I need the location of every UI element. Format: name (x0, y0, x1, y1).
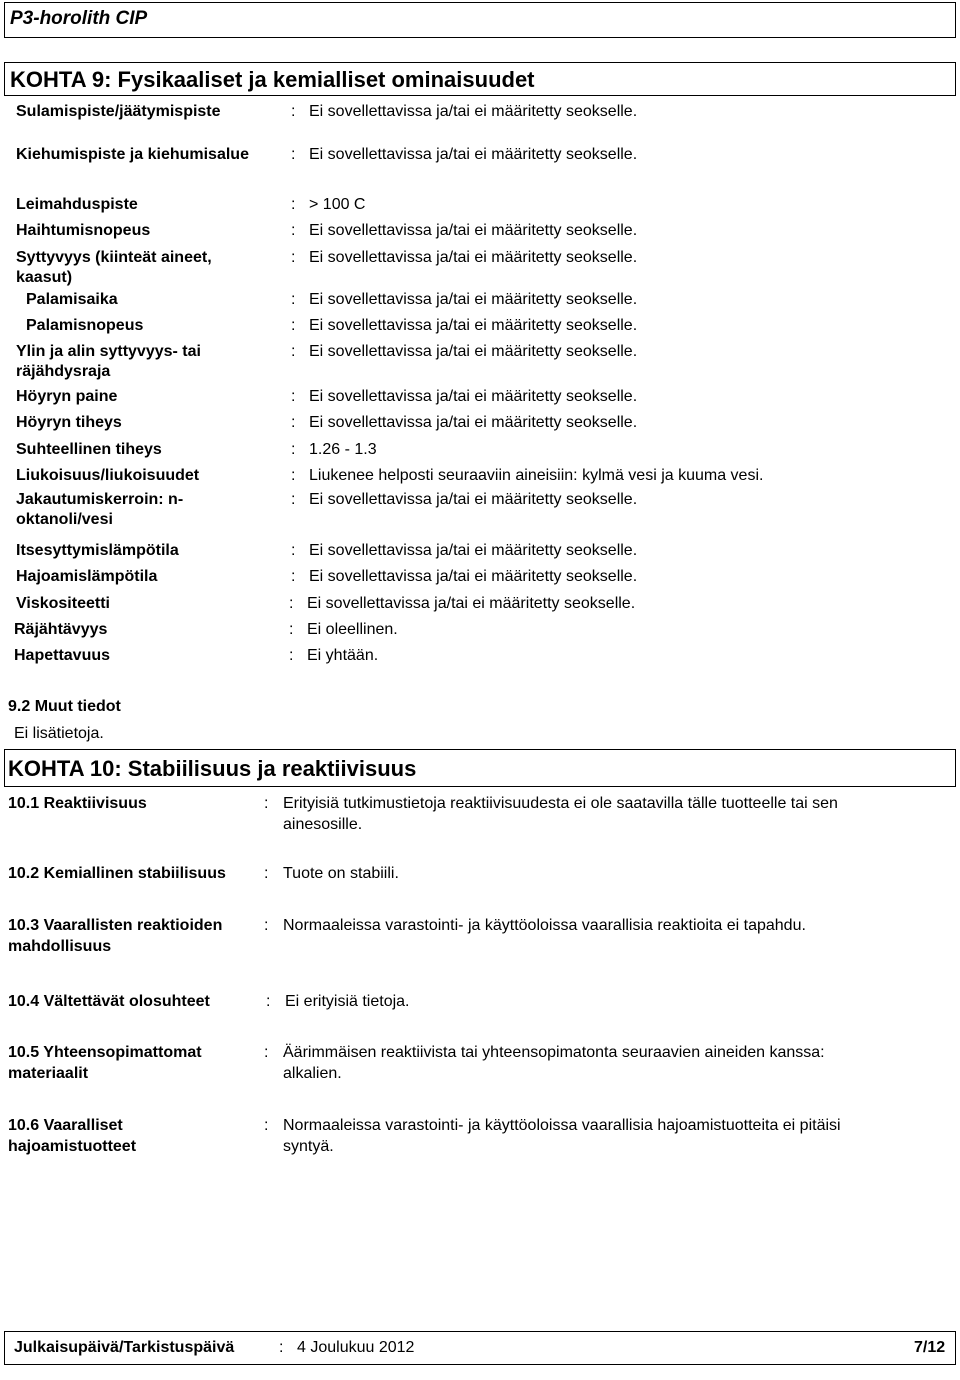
property-label: Suhteellinen tiheys (16, 441, 162, 458)
item-value-line2: ainesosille. (283, 816, 363, 833)
property-label: Viskositeetti (16, 595, 110, 612)
property-label: Leimahduspiste (16, 196, 138, 213)
document-title: P3-horolith CIP (10, 8, 148, 29)
item-label-line2: hajoamistuotteet (8, 1138, 137, 1155)
item-value-line2: syntyä. (283, 1138, 334, 1155)
property-sep: : (291, 343, 296, 360)
item-label: 10.4 Vältettävät olosuhteet (8, 993, 210, 1010)
property-sep: : (291, 222, 296, 239)
item-label: 10.3 Vaarallisten reaktioiden (8, 917, 223, 934)
property-value: Ei sovellettavissa ja/tai ei määritetty seokselle. (309, 103, 638, 120)
property-sep: : (289, 621, 294, 638)
item-sep: : (264, 1117, 269, 1134)
item-label-line2: materiaalit (8, 1065, 89, 1082)
property-value: 1.26 - 1.3 (309, 441, 377, 458)
property-sep: : (291, 291, 296, 308)
item-value: Normaaleissa varastointi- ja käyttöoloissa vaarallisia reaktioita ei tapahdu. (283, 917, 806, 934)
item-label: 10.5 Yhteensopimattomat (8, 1044, 202, 1061)
property-sep: : (291, 146, 296, 163)
property-label: Liukoisuus/liukoisuudet (16, 467, 200, 484)
property-sep: : (291, 568, 296, 585)
property-sep: : (291, 196, 296, 213)
property-value: > 100 C (309, 196, 366, 213)
item-sep: : (264, 917, 269, 934)
property-label: Kiehumispiste ja kiehumisalue (16, 146, 249, 163)
property-value: Ei sovellettavissa ja/tai ei määritetty seokselle. (309, 249, 638, 266)
section10-title: KOHTA 10: Stabiilisuus ja reaktiivisuus (8, 756, 417, 781)
footer-label: Julkaisupäivä/Tarkistuspäivä (14, 1339, 235, 1356)
property-label: Hapettavuus (14, 647, 111, 664)
property-label: Palamisnopeus (26, 317, 144, 334)
page-number: 7/12 (914, 1339, 946, 1356)
property-label: Räjähtävyys (14, 621, 108, 638)
item-value-line2: alkalien. (283, 1065, 342, 1082)
property-sep: : (291, 414, 296, 431)
item-label: 10.2 Kemiallinen stabiilisuus (8, 865, 226, 882)
property-sep: : (291, 249, 296, 266)
item-sep: : (264, 865, 269, 882)
footer-sep: : (279, 1339, 284, 1356)
property-sep: : (291, 491, 296, 508)
property-value: Ei sovellettavissa ja/tai ei määritetty seokselle. (309, 542, 638, 559)
property-value: Ei sovellettavissa ja/tai ei määritetty seokselle. (309, 343, 638, 360)
property-value: Ei sovellettavissa ja/tai ei määritetty seokselle. (309, 388, 638, 405)
property-label-line2: räjähdysraja (16, 363, 111, 380)
property-sep: : (289, 595, 294, 612)
property-label: Palamisaika (26, 291, 118, 308)
property-value: Ei sovellettavissa ja/tai ei määritetty seokselle. (309, 414, 638, 431)
item-sep: : (264, 1044, 269, 1061)
property-value: Ei oleellinen. (307, 621, 398, 638)
property-value: Ei sovellettavissa ja/tai ei määritetty seokselle. (309, 222, 638, 239)
property-label: Sulamispiste/jäätymispiste (16, 103, 221, 120)
subsection-text: Ei lisätietoja. (14, 725, 104, 742)
property-sep: : (291, 388, 296, 405)
item-value: Erityisiä tutkimustietoja reaktiivisuudesta ei ole saatavilla tälle tuotteelle tai sen (283, 795, 838, 812)
property-sep: : (291, 542, 296, 559)
property-sep: : (291, 441, 296, 458)
property-label-line2: kaasut) (16, 269, 73, 286)
property-sep: : (291, 467, 296, 484)
property-label: Itsesyttymislämpötila (16, 542, 179, 559)
property-value: Ei sovellettavissa ja/tai ei määritetty seokselle. (309, 317, 638, 334)
property-value: Ei sovellettavissa ja/tai ei määritetty seokselle. (309, 146, 638, 163)
property-label: Höyryn tiheys (16, 414, 122, 431)
property-label: Jakautumiskerroin: n- (16, 491, 184, 508)
property-label: Höyryn paine (16, 388, 118, 405)
property-value: Ei yhtään. (307, 647, 379, 664)
property-value: Ei sovellettavissa ja/tai ei määritetty seokselle. (307, 595, 636, 612)
item-label: 10.1 Reaktiivisuus (8, 795, 147, 812)
property-sep: : (291, 103, 296, 120)
property-label: Hajoamislämpötila (16, 568, 158, 585)
subsection-title: 9.2 Muut tiedot (8, 698, 121, 715)
property-value: Liukenee helposti seuraaviin aineisiin: kylmä vesi ja kuuma vesi. (309, 467, 764, 484)
item-sep: : (266, 993, 271, 1010)
property-value: Ei sovellettavissa ja/tai ei määritetty seokselle. (309, 291, 638, 308)
property-label-line2: oktanoli/vesi (16, 511, 113, 528)
item-value: Normaaleissa varastointi- ja käyttöoloissa vaarallisia hajoamistuotteita ei pitäisi (283, 1117, 841, 1134)
section9-title: KOHTA 9: Fysikaaliset ja kemialliset ominaisuudet (10, 67, 535, 92)
property-sep: : (289, 647, 294, 664)
property-label: Haihtumisnopeus (16, 222, 151, 239)
item-value: Äärimmäisen reaktiivista tai yhteensopimatonta seuraavien aineiden kanssa: (283, 1044, 825, 1061)
item-label: 10.6 Vaaralliset (8, 1117, 123, 1134)
item-value: Ei erityisiä tietoja. (285, 993, 410, 1010)
item-value: Tuote on stabiili. (283, 865, 399, 882)
property-label: Ylin ja alin syttyvyys- tai (16, 343, 201, 360)
item-sep: : (264, 795, 269, 812)
property-label: Syttyvyys (kiinteät aineet, (16, 249, 212, 266)
property-sep: : (291, 317, 296, 334)
footer-date: 4 Joulukuu 2012 (297, 1339, 415, 1356)
property-value: Ei sovellettavissa ja/tai ei määritetty seokselle. (309, 491, 638, 508)
property-value: Ei sovellettavissa ja/tai ei määritetty seokselle. (309, 568, 638, 585)
item-label-line2: mahdollisuus (8, 938, 112, 955)
